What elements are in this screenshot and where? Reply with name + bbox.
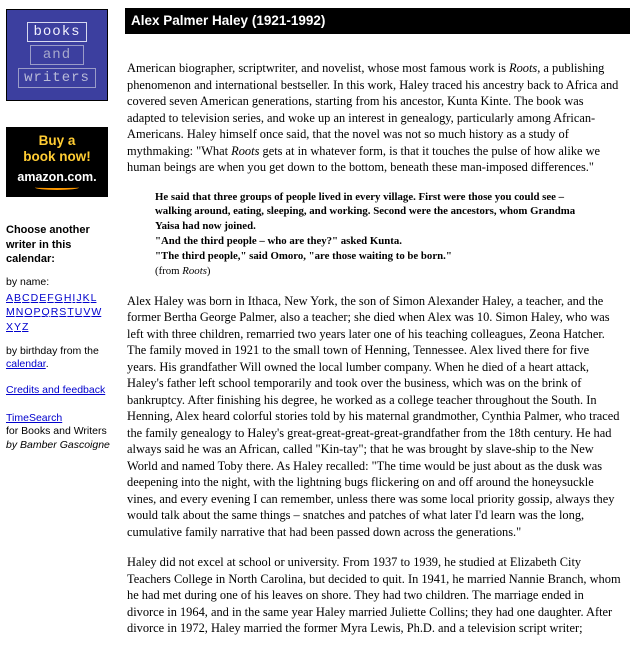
by-name-label: by name: bbox=[6, 276, 50, 289]
alphabet-row-3 bbox=[6, 321, 119, 335]
letter-link[interactable]: W bbox=[91, 306, 102, 319]
letter-link[interactable]: I bbox=[72, 291, 76, 304]
calendar-link[interactable]: calendar bbox=[6, 358, 46, 371]
letter-link[interactable]: E bbox=[39, 291, 47, 304]
birthday-text-period: . bbox=[45, 358, 49, 371]
timesearch-byline: by Bamber Gascoigne bbox=[6, 438, 110, 451]
letter-link[interactable]: N bbox=[15, 306, 24, 319]
letter-link[interactable]: U bbox=[74, 306, 83, 319]
birthday-text: by birthday from the bbox=[6, 344, 99, 357]
letter-link[interactable]: M bbox=[6, 306, 15, 319]
biography-paragraph: Alex Haley was born in Ithaca, New York, the son of Simon Alexander Haley, a teacher, and the former Bertha George Palmer, also a teacher; she died when Alex was 10. Simon Haley, who was left with three children, remarried two years later one of his teaching colleagues, Zeona Hatcher. The family moved in 1921 to the small town of Henning, Tennessee. Alex lived there for five years. His grandfather Will owned the local lumber company. When he died of a heart attack, Haley's father left school temporarily and took over the business, which was on the brink of bankruptcy. After finishing his degree, he worked as a college teacher throughout the South. In Henning, Alex heard colorful stories told by his maternal grandmother, Cynthia Palmer, who traced the family genealogy to Haley's great-great-great-great-grandfather from the 18th century. He had always said he was an African, called "Kin-tay"; that he was brought by slave-ship to the New World and named Toby there. As Haley recalled: "The time would be just about as the dusk was deepening into the night, with the lightning bugs flickering on and off around the honeysuckle vines, and every evening I can remember, unless there was some local priority gossip, always they would talk about the same things – snatches and patches of what later I'd learn was the long, cumulative family narrative that had been passed down across the generations." bbox=[127, 293, 620, 539]
logo-word-books: books bbox=[27, 22, 86, 42]
letter-link[interactable]: Q bbox=[41, 306, 50, 319]
timesearch-nav bbox=[6, 412, 119, 453]
letter-link[interactable]: G bbox=[54, 291, 63, 304]
letter-link[interactable]: P bbox=[33, 306, 41, 319]
site-logo[interactable] bbox=[6, 9, 108, 101]
letter-link[interactable]: J bbox=[76, 291, 82, 304]
timesearch-link[interactable]: TimeSearch bbox=[6, 411, 63, 424]
letter-link[interactable]: L bbox=[90, 291, 97, 304]
letter-link[interactable]: Z bbox=[22, 321, 29, 334]
main-content bbox=[125, 0, 630, 636]
letter-link[interactable]: Y bbox=[14, 321, 22, 334]
letter-link[interactable]: T bbox=[67, 306, 74, 319]
credits-feedback-link[interactable]: Credits and feedback bbox=[6, 384, 106, 397]
choose-writer-heading: Choose another writer in this calendar: bbox=[6, 224, 90, 265]
quote-line: "The third people," said Omoro, "are those waiting to be born." bbox=[155, 250, 452, 263]
amazon-buy-line1: Buy a bbox=[38, 133, 76, 148]
letter-link[interactable]: F bbox=[47, 291, 54, 304]
letter-link[interactable]: A bbox=[6, 291, 14, 304]
quote-source: (from Roots) bbox=[155, 264, 211, 277]
intro-paragraph: American biographer, scriptwriter, and novelist, whose most famous work is Roots, a publishing phenomenon and international bestseller. In this work, Haley traced his ancestry back to Africa and covered seven American generations, starting from his ancestor, Kunta Kinte. The book was adapted to television series, and woke up an interest in genealogy, particularly among African-Americans. Haley himself once said, that the novel was not so much history as a study of mythmaking: "What Roots gets at in whatever form, is that it touches the pulse of how alike we human beings are when you get down to the bottom, beneath these man-imposed differences." bbox=[127, 61, 619, 174]
letter-link[interactable]: K bbox=[82, 291, 90, 304]
letter-link[interactable]: V bbox=[83, 306, 91, 319]
letter-link[interactable]: X bbox=[6, 321, 14, 334]
alphabet-row-1 bbox=[6, 292, 119, 306]
article-body bbox=[125, 34, 630, 651]
quote-line: He said that three groups of people lived in every village. First were those you could see – walking around, eating, sleeping, and working. Second were the ancestors, whom Grandma Yaisa had now joined. bbox=[155, 190, 576, 233]
amazon-buy-line2: book now! bbox=[23, 148, 91, 164]
sidebar bbox=[0, 0, 125, 600]
credits-nav bbox=[6, 384, 119, 398]
letter-link[interactable]: C bbox=[22, 291, 30, 304]
education-paragraph: Haley did not excel at school or university. From 1937 to 1939, he studied at Elizabeth City Teachers College in North Carolina, but decided to quit. In 1941, he married Nannie Branch, whom he had met during one of his leaves on shore. They had two children. The marriage ended in divorce in 1964, and in the same year Haley married Juliette Collins; they had one daughter. After divorce in 1972, Haley married the former Myra Lewis, Ph.D. and a television script writer; bbox=[127, 555, 621, 636]
amazon-logo: amazon.com. bbox=[17, 170, 97, 185]
logo-word-and: and bbox=[30, 45, 84, 65]
letter-link[interactable]: O bbox=[24, 306, 33, 319]
letter-link[interactable]: H bbox=[63, 291, 72, 304]
letter-link[interactable]: R bbox=[50, 306, 59, 319]
roots-quote bbox=[155, 190, 589, 279]
birthday-nav bbox=[6, 345, 119, 372]
timesearch-description: for Books and Writers bbox=[6, 425, 107, 438]
quote-line: "And the third people – who are they?" asked Kunta. bbox=[155, 235, 402, 248]
page-title: Alex Palmer Haley (1921-1992) bbox=[125, 8, 630, 34]
letter-link[interactable]: D bbox=[30, 291, 39, 304]
amazon-buy-button[interactable] bbox=[6, 127, 108, 197]
letter-link[interactable]: S bbox=[59, 306, 67, 319]
alphabet-row-2 bbox=[6, 306, 119, 320]
letter-link[interactable]: B bbox=[14, 291, 22, 304]
amazon-swoosh-icon bbox=[35, 185, 79, 190]
logo-word-writers: writers bbox=[18, 68, 96, 88]
